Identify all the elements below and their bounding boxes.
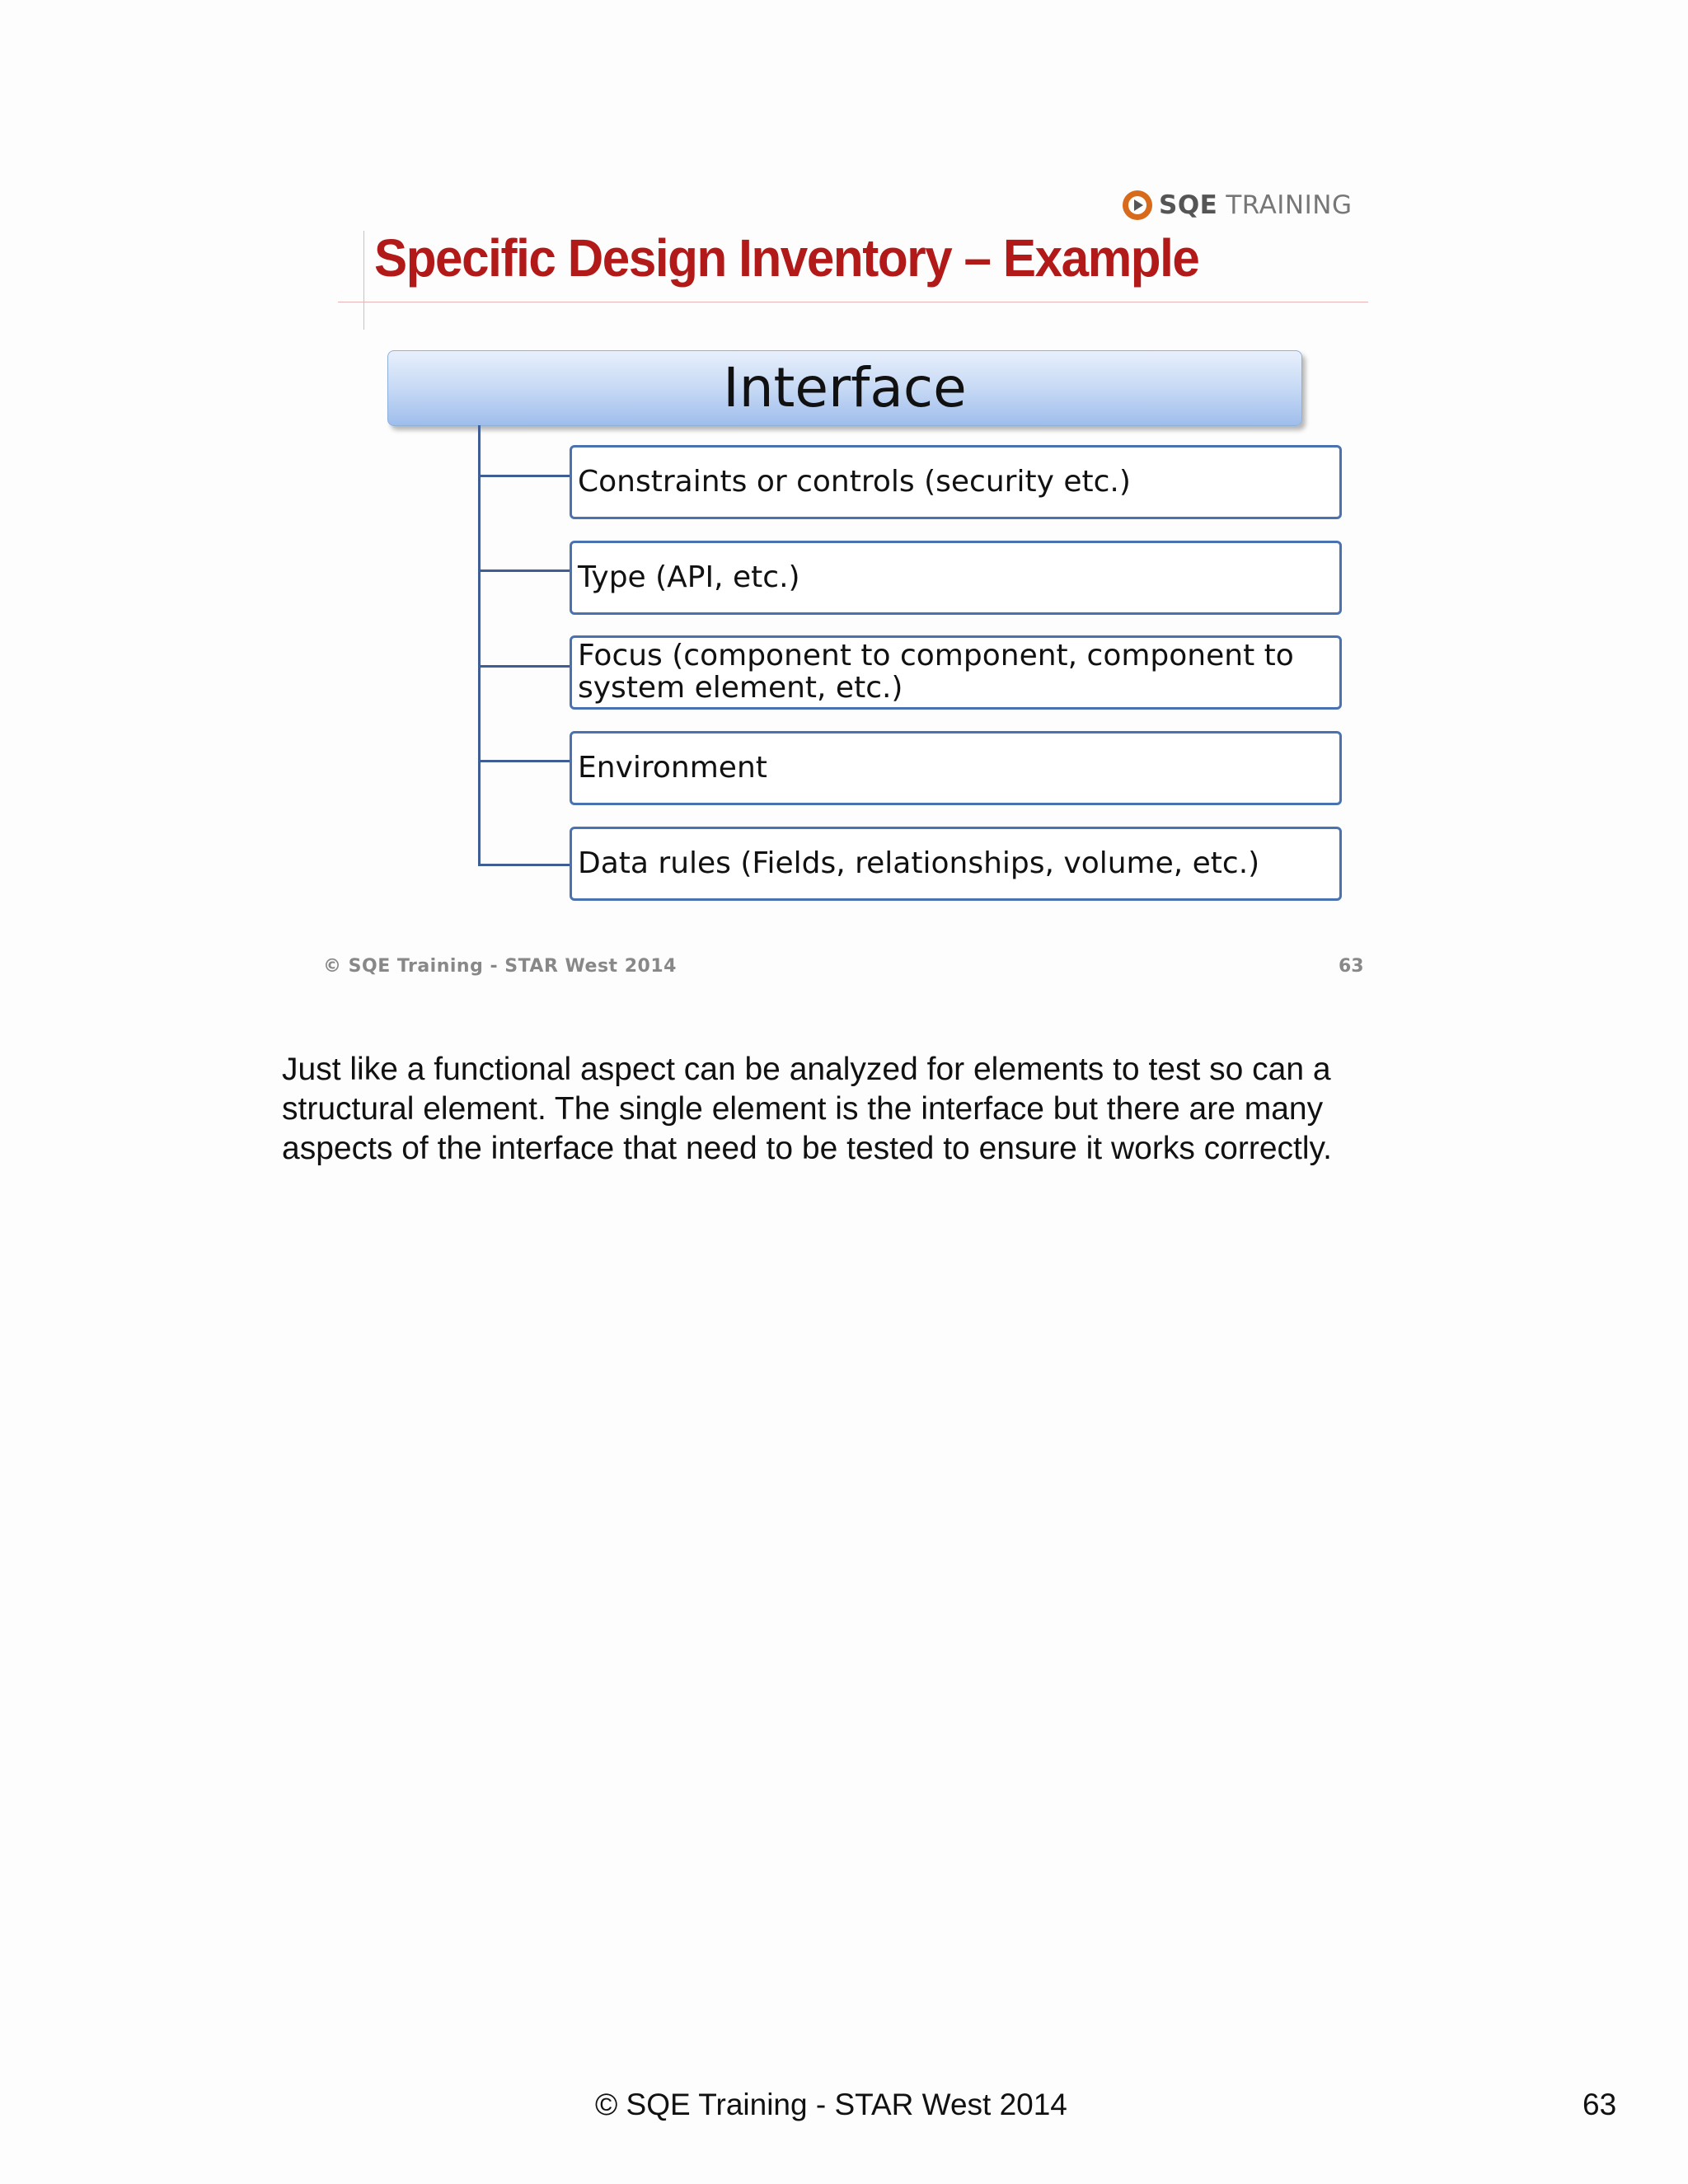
diagram-branch-connector [478, 475, 570, 477]
diagram-child-label: Environment [578, 750, 767, 785]
diagram-child-label: Type (API, etc.) [578, 560, 800, 594]
diagram-branch-connector [478, 760, 570, 762]
logo-brand-text: SQE [1159, 190, 1218, 220]
diagram-branch-connector [478, 569, 570, 572]
title-vertical-rule [363, 231, 364, 330]
diagram-child-label: Focus (component to component, component to system element, etc.) [578, 639, 1294, 705]
page-footer-number: 63 [1582, 2088, 1617, 2121]
diagram-child-label: Constraints or controls (security etc.) [578, 464, 1131, 499]
diagram-branch-connector [478, 665, 570, 668]
notes-line: Just like a functional aspect can be analyzed for elements to test so can a [282, 1052, 1331, 1087]
slide-copyright: © SQE Training - STAR West 2014 [323, 956, 677, 977]
sqe-training-logo [1121, 186, 1352, 224]
play-circle-icon [1121, 189, 1154, 222]
notes-line: aspects of the interface that need to be tested to ensure it works correctly. [282, 1131, 1332, 1166]
diagram-trunk-connector [478, 425, 481, 866]
diagram-child-node [570, 541, 1342, 615]
diagram-child-node [570, 827, 1342, 901]
slide [313, 173, 1385, 997]
page-footer-copyright: © SQE Training - STAR West 2014 [595, 2088, 1067, 2121]
slide-title: Specific Design Inventory – Example [374, 228, 1199, 288]
diagram-child-node [570, 731, 1342, 805]
notes-line: structural element. The single element is the interface but there are many [282, 1091, 1324, 1127]
diagram-root-node [387, 350, 1302, 426]
slide-page-number: 63 [1339, 956, 1364, 977]
speaker-notes [282, 1050, 1436, 1169]
diagram-branch-connector [478, 864, 570, 866]
diagram-child-node [570, 635, 1342, 710]
diagram-child-label: Data rules (Fields, relationships, volume, etc.) [578, 846, 1260, 880]
diagram-root-label: Interface [723, 356, 967, 419]
diagram-child-node [570, 445, 1342, 519]
logo-sub-text: TRAINING [1226, 190, 1353, 220]
